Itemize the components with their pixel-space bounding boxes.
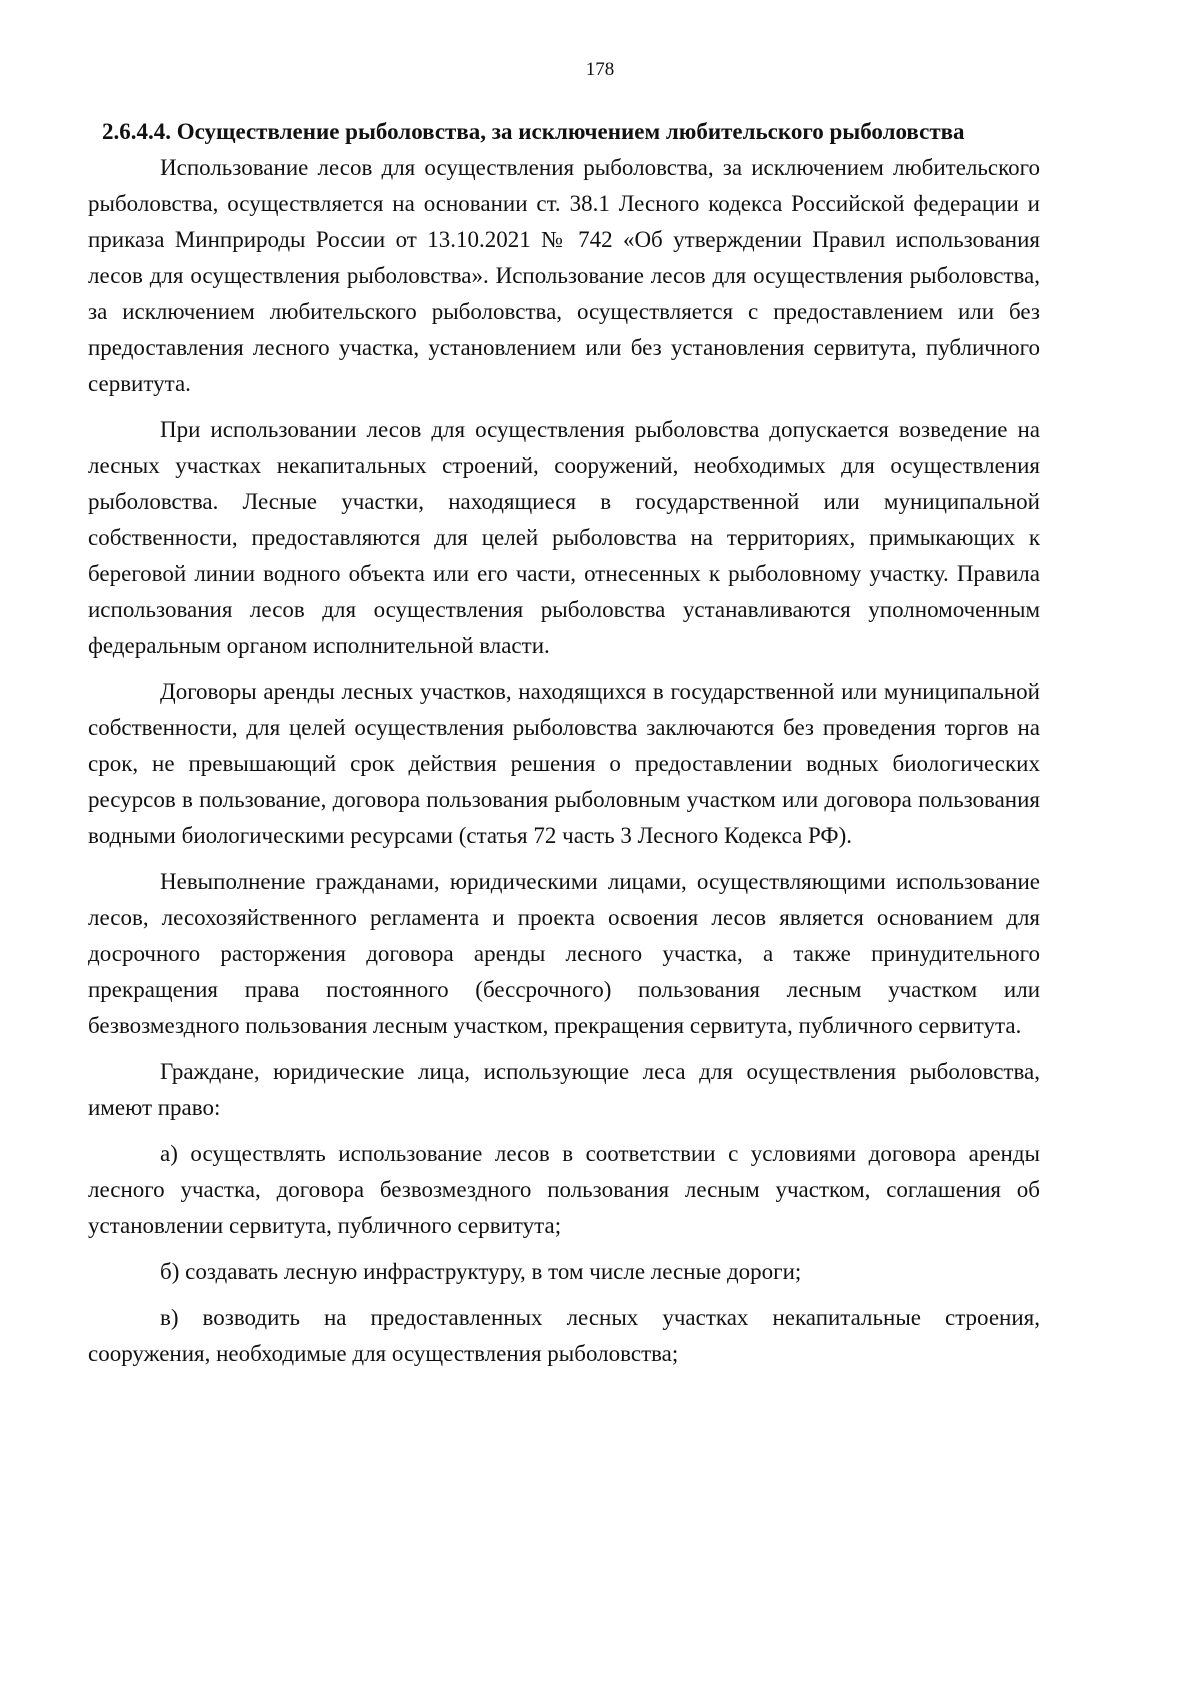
paragraph-3: Договоры аренды лесных участков, находящихся в государственной или муниципальной собственности, для целей осуществления рыболовства заключаются без проведения торгов на срок, не превышающий срок действия решения о предоставлении водных биологических ресурсов в пользование, договора пользования рыболовным участком или договора пользования водными биологическими ресурсами (статья 72 часть 3 Лесного Кодекса РФ). xyxy=(88,679,1040,848)
paragraph-2: При использовании лесов для осуществления рыболовства допускается возведение на лесных участках некапитальных строений, сооружений, необходимых для осуществления рыболовства. Лесные участки, находящиеся в государственной или муниципальной собственности, предоставляются для целей рыболовства на территориях, примыкающих к береговой линии водного объекта или его части, отнесенных к рыболовному участку. Правила использования лесов для осуществления рыболовства устанавливаются уполномоченным федеральным органом исполнительной власти. xyxy=(88,417,1040,658)
paragraph-5: Граждане, юридические лица, использующие леса для осуществления рыболовства, имеют право: xyxy=(88,1059,1040,1120)
page-number: 178 xyxy=(585,59,615,80)
list-item-c: в) возводить на предоставленных лесных участках некапитальные строения, сооружения, необходимые для осуществления рыболовства; xyxy=(88,1305,1040,1366)
paragraph-1: Использование лесов для осуществления рыболовства, за исключением любительского рыболовства, осуществляется на основании ст. 38.1 Лесного кодекса Российской федерации и приказа Минприроды России от 13.10.2021 № 742 «Об утверждении Правил использования лесов для осуществления рыболовства». Использование лесов для осуществления рыболовства, за исключением любительского рыболовства, осуществляется с предоставлением или без предоставления лесного участка, установлением или без установления сервитута, публичного сервитута. xyxy=(88,155,1040,396)
paragraph-4: Невыполнение гражданами, юридическими лицами, осуществляющими использование лесов, лесохозяйственного регламента и проекта освоения лесов является основанием для досрочного расторжения договора аренды лесного участка, а также принудительного прекращения права постоянного (бессрочного) пользования лесным участком или безвозмездного пользования лесным участком, прекращения сервитута, публичного сервитута. xyxy=(88,869,1040,1038)
list-item-b: б) создавать лесную инфраструктуру, в том числе лесные дороги; xyxy=(160,1259,802,1284)
section-heading: 2.6.4.4. Осуществление рыболовства, за исключением любительского рыболовства xyxy=(102,119,965,144)
page-content xyxy=(88,114,1040,1382)
list-item-a: а) осуществлять использование лесов в соответствии с условиями договора аренды лесного участка, договора безвозмездного пользования лесным участком, соглашения об установлении сервитута, публичного сервитута; xyxy=(88,1141,1040,1238)
